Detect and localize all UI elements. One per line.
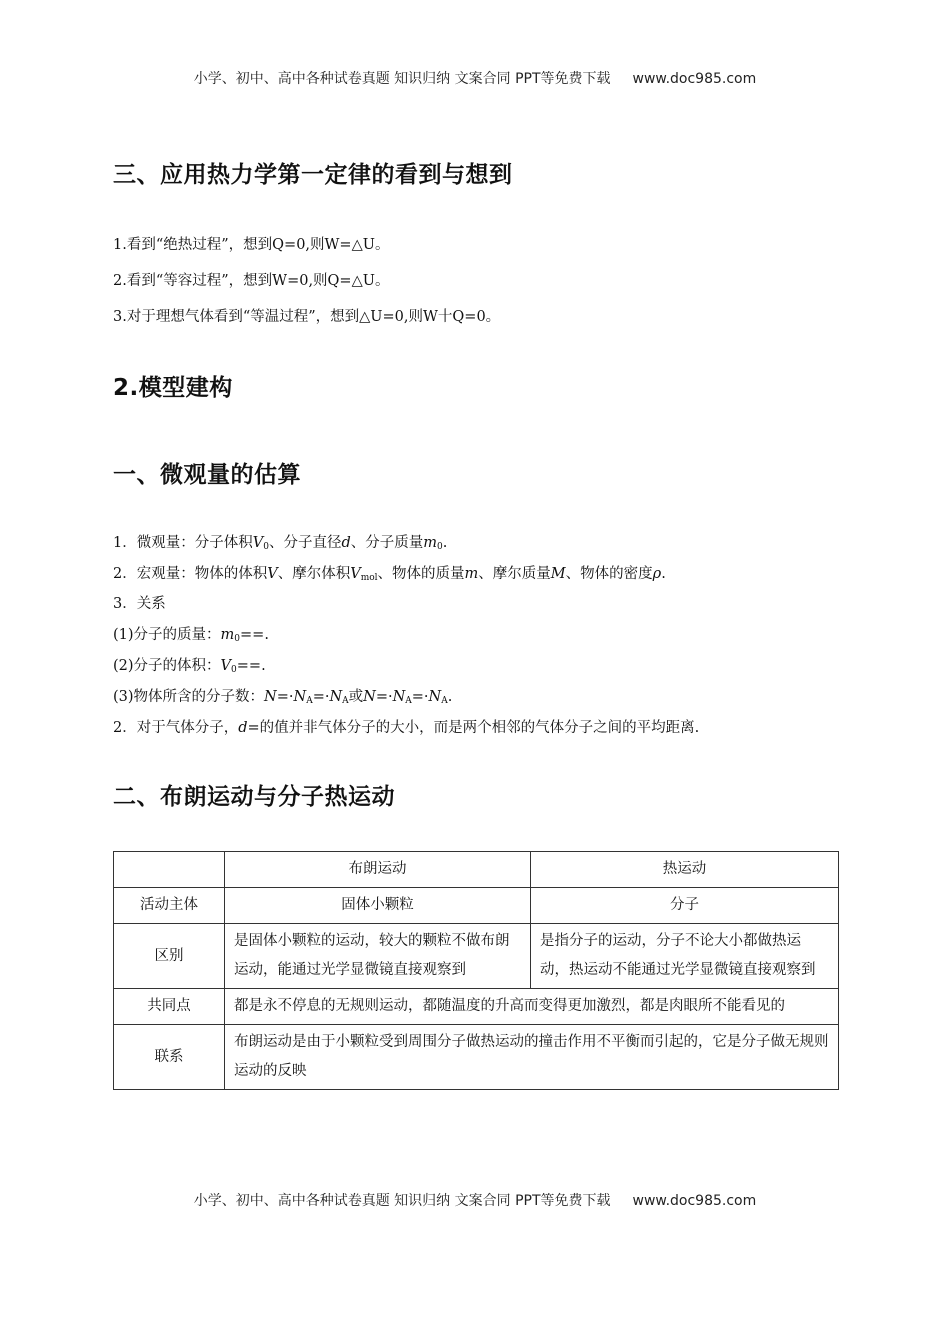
section-title-micro-estimation: 一、微观量的估算: [113, 462, 301, 488]
table-header-cell: [114, 852, 225, 888]
footer-site-link[interactable]: www.doc985.com: [632, 1193, 757, 1209]
first-law-item-3: 3.对于理想气体看到“等温过程”，想到△U=0,则W十Q=0。: [113, 309, 501, 325]
table-cell: 固体小颗粒: [225, 888, 531, 924]
header-site-link[interactable]: www.doc985.com: [632, 71, 757, 87]
table-cell: 分子: [531, 888, 839, 924]
molecule-count-line: (3)物体所含的分子数：$N=\cdot N_A=\cdot N_A$或$N=\cdot N_A=\cdot N_A$.: [113, 689, 453, 706]
table-row: [114, 924, 839, 989]
first-law-item-2: 2.看到“等容过程”，想到W=0,则Q=△U。: [113, 273, 390, 289]
micro-quantities-line: 1．微观量：分子体积$V_0$、分子直径d、分子质量$m_0$.: [113, 535, 448, 552]
row-label: 区别: [114, 924, 225, 989]
macro-quantities-line: 2．宏观量：物体的体积V、摩尔体积$V_{mol}$、物体的质量m、摩尔质量M、物体的密度ρ.: [113, 566, 666, 583]
footer-text: 小学、初中、高中各种试卷真题 知识归纳 文案合同 PPT等免费下载: [193, 1193, 611, 1209]
molecule-volume-line: (2)分子的体积：$V_0==$.: [113, 658, 266, 675]
model-construction-title: 2.模型建构: [113, 375, 233, 401]
table-row: [114, 989, 839, 1025]
page-header: [0, 68, 950, 88]
table-cell-merged: 布朗运动是由于小颗粒受到周围分子做热运动的撞击作用不平衡而引起的，它是分子做无规则运动的反映: [225, 1025, 839, 1090]
section-title-first-law: 三、应用热力学第一定律的看到与想到: [113, 162, 513, 188]
table-row: [114, 1025, 839, 1090]
table-header-cell: 布朗运动: [225, 852, 531, 888]
table-header-cell: 热运动: [531, 852, 839, 888]
first-law-item-1: 1.看到“绝热过程”，想到Q=0,则W=△U。: [113, 237, 390, 253]
header-text: 小学、初中、高中各种试卷真题 知识归纳 文案合同 PPT等免费下载: [193, 71, 611, 87]
relation-heading: 3．关系: [113, 596, 166, 612]
table-cell: 是固体小颗粒的运动，较大的颗粒不做布朗运动，能通过光学显微镜直接观察到: [225, 924, 531, 989]
table-header-row: [114, 852, 839, 888]
row-label: 共同点: [114, 989, 225, 1025]
table-cell-merged: 都是永不停息的无规则运动，都随温度的升高而变得更加激烈，都是肉眼所不能看见的: [225, 989, 839, 1025]
table-row: [114, 888, 839, 924]
comparison-table: [113, 851, 839, 1090]
row-label: 活动主体: [114, 888, 225, 924]
page-footer: [0, 1190, 950, 1210]
row-label: 联系: [114, 1025, 225, 1090]
table-cell: 是指分子的运动，分子不论大小都做热运动，热运动不能通过光学显微镜直接观察到: [531, 924, 839, 989]
gas-molecule-note: 2．对于气体分子，d=的值并非气体分子的大小，而是两个相邻的气体分子之间的平均距离.: [113, 720, 700, 736]
section-title-brownian-motion: 二、布朗运动与分子热运动: [113, 784, 395, 810]
molecule-mass-line: (1)分子的质量：$m_0==$.: [113, 627, 269, 644]
